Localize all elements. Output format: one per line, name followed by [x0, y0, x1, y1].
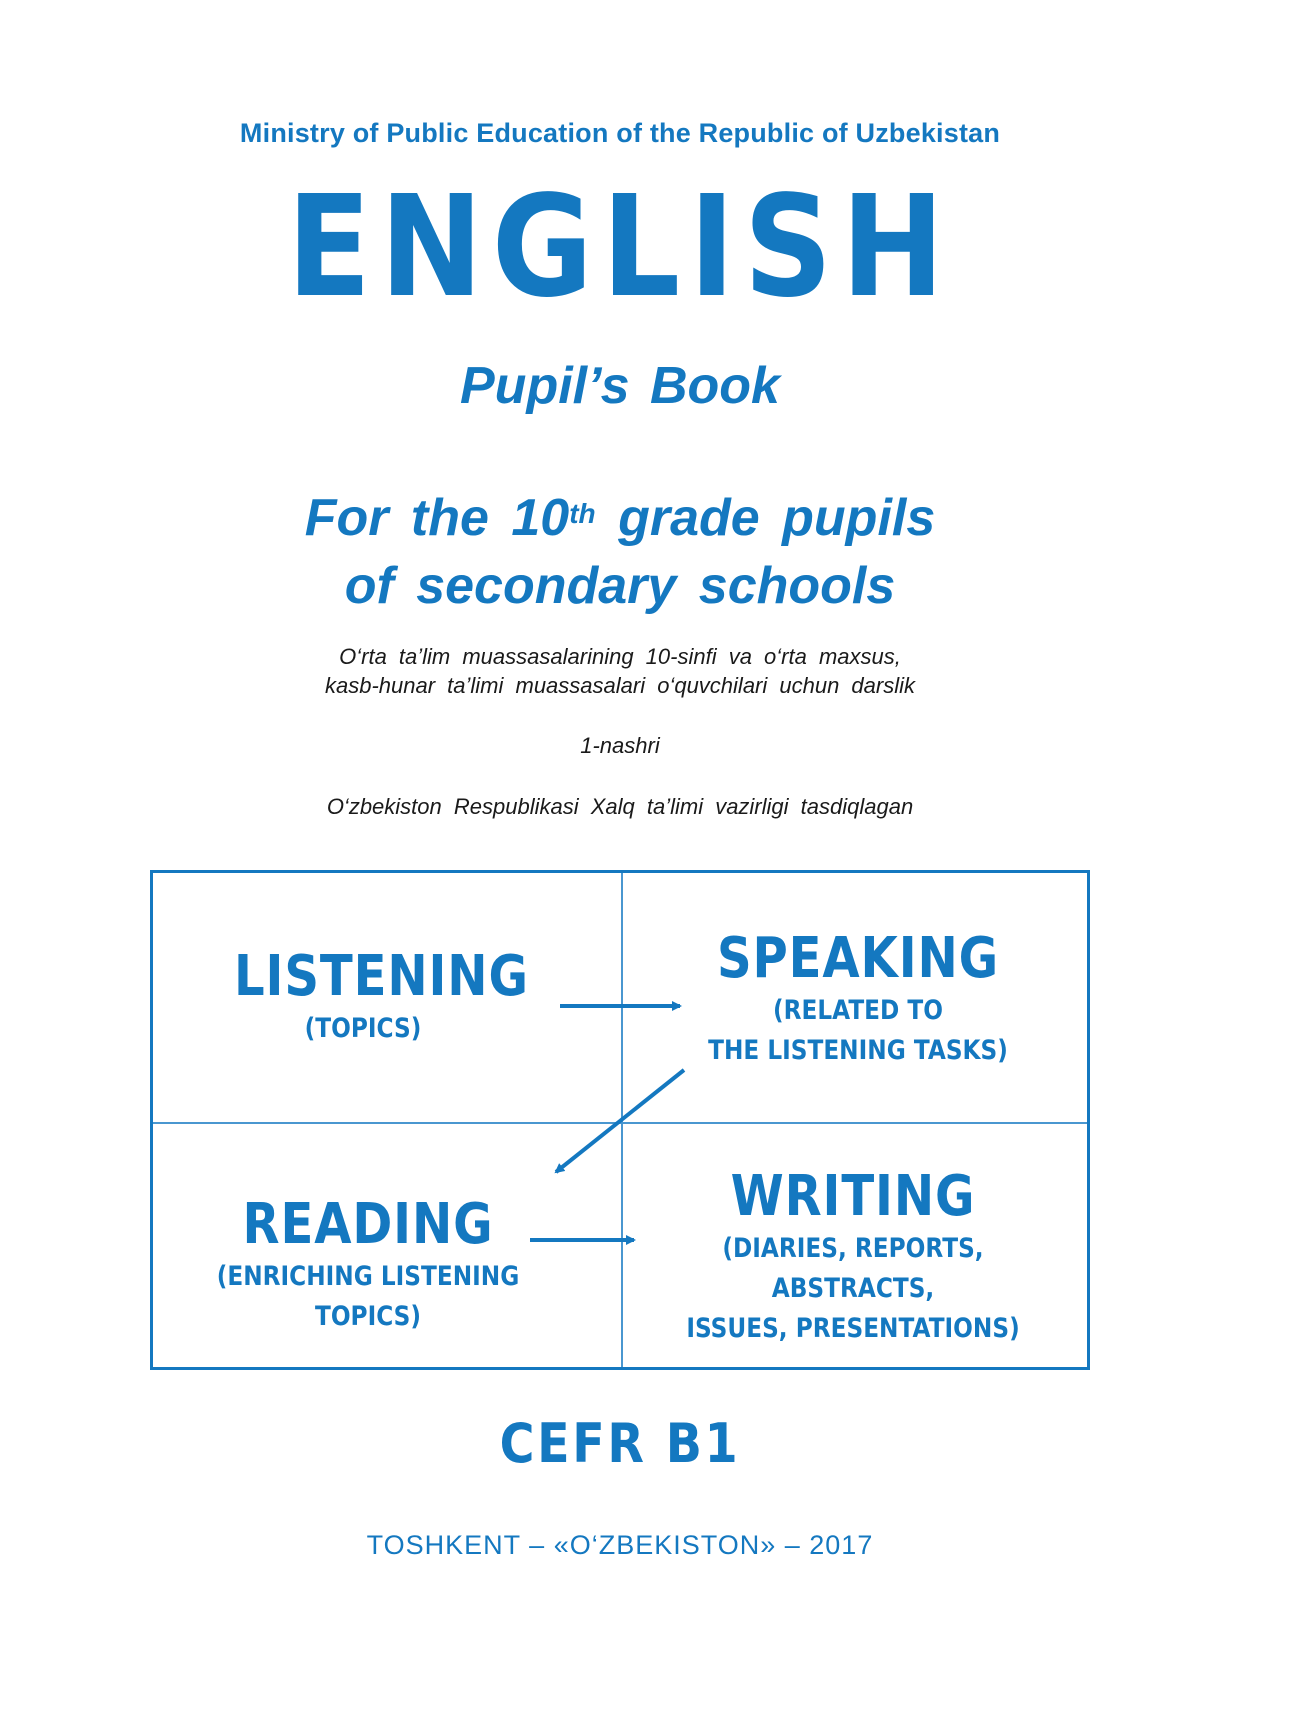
- publisher-line: TOSHKENT – «O‘ZBEKISTON» – 2017: [366, 1530, 874, 1560]
- speaking-note-line-1: (RELATED TO: [773, 995, 943, 1026]
- speaking-note-line-2: THE LISTENING TASKS): [708, 1035, 1008, 1066]
- reading-cell: [187, 1193, 548, 1337]
- grade-line-1: [0, 484, 1240, 552]
- skills-grid: [150, 870, 1090, 1370]
- book-subtitle: Pupil’s Book: [460, 357, 780, 415]
- grade-line-1-end: grade pupils: [595, 489, 936, 547]
- speaking-cell: [669, 927, 1047, 1071]
- grade-ordinal-suffix: th: [569, 498, 596, 529]
- approval-note: O‘zbekiston Respublikasi Xalq ta’limi vazirligi tasdiqlagan: [326, 794, 914, 819]
- reading-heading: READING: [242, 1192, 494, 1257]
- speaking-heading: SPEAKING: [716, 926, 1000, 991]
- writing-cell: [655, 1165, 1051, 1349]
- writing-note-line-2: ISSUES, PRESENTATIONS): [686, 1313, 1020, 1344]
- ministry-line: Ministry of Public Education of the Republic of Uzbekistan: [239, 118, 1001, 148]
- grid-horizontal-divider: [153, 1122, 1087, 1124]
- grade-line-1-start: For the 10: [304, 489, 570, 547]
- book-title: ENGLISH: [286, 166, 954, 329]
- writing-heading: WRITING: [730, 1164, 976, 1229]
- listening-note: (TOPICS): [304, 1013, 422, 1044]
- grade-line-2: of secondary schools: [344, 557, 896, 615]
- grid-vertical-divider: [621, 873, 623, 1367]
- listening-cell: [234, 944, 529, 1049]
- writing-note-line-1: (DIARIES, REPORTS, ABSTRACTS,: [722, 1233, 984, 1304]
- cefr-level: CEFR B1: [499, 1412, 741, 1475]
- uz-description-line-1: O‘rta ta’lim muassasalarining 10-sinfi va o‘rta maxsus,: [339, 644, 901, 669]
- reading-note: (ENRICHING LISTENING TOPICS): [216, 1261, 520, 1332]
- listening-heading: LISTENING: [234, 944, 529, 1009]
- edition-label: 1-nashri: [580, 733, 660, 758]
- uz-description-line-2: kasb-hunar ta’limi muassasalari o‘quvchilari uchun darslik: [324, 673, 916, 698]
- grade-description: [0, 484, 1240, 620]
